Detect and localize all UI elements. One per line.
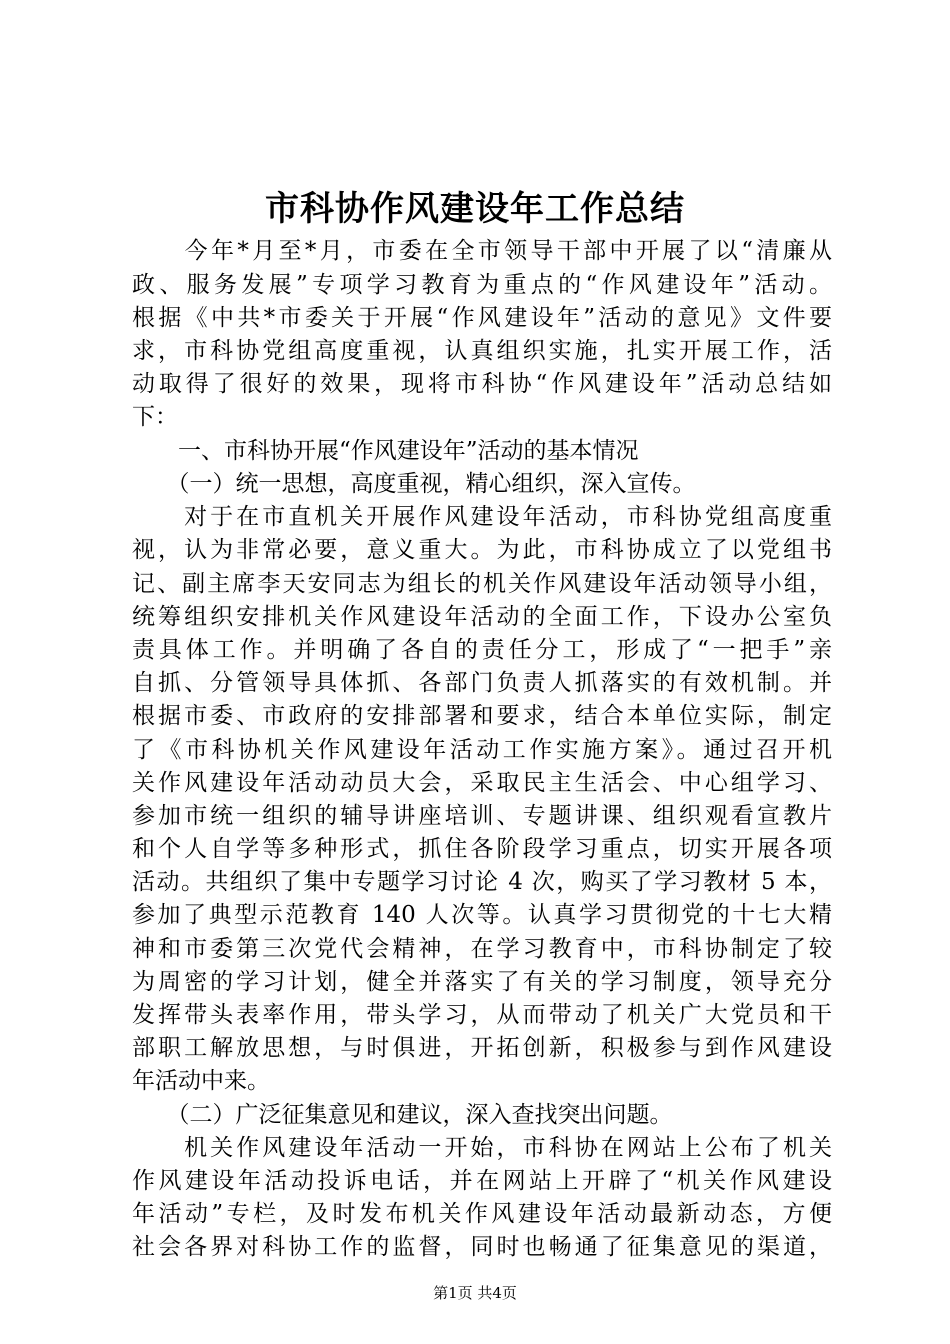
paragraph-line: 统筹组织安排机关作风建设年活动的全面工作，下设办公室负 (132, 604, 832, 630)
paragraph-line: 动取得了很好的效果，现将市科协“作风建设年”活动总结如 (132, 371, 832, 397)
document-title: 市科协作风建设年工作总结 (265, 189, 685, 229)
paragraph-line: 年活动”专栏，及时发布机关作风建设年活动最新动态，方便 (132, 1201, 832, 1227)
paragraph-line: 作风建设年活动投诉电话，并在网站上开辟了“机关作风建设 (132, 1168, 832, 1194)
paragraph-line: 了《市科协机关作风建设年活动工作实施方案》。通过召开机 (132, 737, 832, 763)
paragraph-line: 根据市委、市政府的安排部署和要求，结合本单位实际，制定 (132, 703, 832, 729)
paragraph-line: 参加了典型示范教育 140 人次等。认真学习贯彻党的十七大精 (132, 902, 832, 928)
paragraph-line: 自抓、分管领导具体抓、各部门负责人抓落实的有效机制。并 (132, 670, 832, 696)
page-number: 第1页 共4页 (433, 1284, 517, 1302)
paragraph-line: 关作风建设年活动动员大会，采取民主生活会、中心组学习、 (132, 770, 832, 796)
paragraph-line: 为周密的学习计划，健全并落实了有关的学习制度，领导充分 (132, 969, 832, 995)
paragraph-line: 神和市委第三次党代会精神，在学习教育中，市科协制定了较 (132, 936, 832, 962)
paragraph-line: 根据《中共*市委关于开展“作风建设年”活动的意见》文件要 (132, 305, 832, 331)
paragraph-line: 参加市统一组织的辅导讲座培训、专题讲课、组织观看宣教片 (132, 803, 832, 829)
paragraph-line: 机关作风建设年活动一开始，市科协在网站上公布了机关 (132, 1135, 832, 1161)
paragraph-line: 和个人自学等多种形式，抓住各阶段学习重点，切实开展各项 (132, 836, 832, 862)
paragraph-line: 下： (132, 404, 178, 430)
paragraph-line: 年活动中来。 (132, 1068, 270, 1094)
paragraph-line: 活动。共组织了集中专题学习讨论 4 次，购买了学习教材 5 本， (132, 869, 832, 895)
paragraph-line: 今年*月至*月，市委在全市领导干部中开展了以“清廉从 (132, 238, 832, 264)
section-heading: 一、市科协开展“作风建设年”活动的基本情况 (132, 438, 639, 464)
paragraph-line: 社会各界对科协工作的监督，同时也畅通了征集意见的渠道， (132, 1234, 832, 1260)
paragraph-line: 责具体工作。并明确了各自的责任分工，形成了“一把手”亲 (132, 637, 832, 663)
paragraph-line: 发挥带头表率作用，带头学习，从而带动了机关广大党员和干 (132, 1002, 832, 1028)
paragraph-line: 部职工解放思想，与时俱进，开拓创新，积极参与到作风建设 (132, 1035, 832, 1061)
paragraph-line: 对于在市直机关开展作风建设年活动，市科协党组高度重 (132, 504, 832, 530)
subsection-heading: （二）广泛征集意见和建议，深入查找突出问题。 (132, 1102, 673, 1128)
paragraph-line: 记、副主席李天安同志为组长的机关作风建设年活动领导小组， (132, 571, 832, 597)
paragraph-line: 求，市科协党组高度重视，认真组织实施，扎实开展工作，活 (132, 338, 832, 364)
paragraph-line: 视，认为非常必要，意义重大。为此，市科协成立了以党组书 (132, 537, 832, 563)
paragraph-line: 政、服务发展”专项学习教育为重点的“作风建设年”活动。 (132, 272, 832, 298)
subsection-heading: （一）统一思想，高度重视，精心组织，深入宣传。 (132, 471, 696, 497)
